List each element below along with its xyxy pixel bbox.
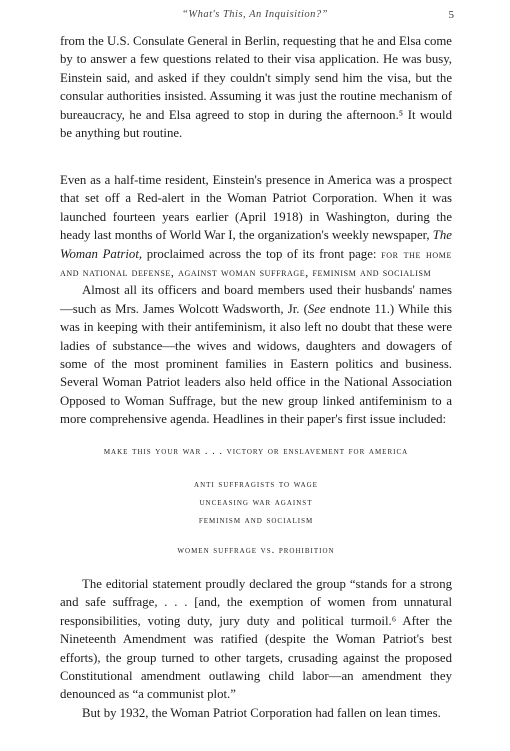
running-head: “What's This, An Inquisition?”	[182, 9, 328, 20]
headline-anti-suffragists	[60, 476, 452, 530]
see-reference: See	[307, 301, 326, 316]
text-span: proclaimed across the top of its front page:	[142, 246, 382, 261]
section-editorial	[60, 575, 452, 722]
text-span: endnote 11.) While this was in keeping with their antifeminism, it also left no doubt that these were ladies of substance—the wives and widows, daughters and dowagers of some of the most prominent families in Eastern politics and business. Several Woman Patriot leaders also held office in the National Association Opposed to Woman Suffrage, but the new group linked antifeminism to a more comprehensive agenda. Headlines in their paper's first issue included:	[60, 301, 452, 427]
paragraph-officers	[60, 281, 452, 428]
section-opening	[60, 32, 452, 142]
headline-line: feminism and socialism	[198, 515, 314, 526]
paragraph-consulate: from the U.S. Consulate General in Berlin, requesting that he and Elsa come by to answer a few questions related to their visa application. He was busy, Einstein said, and asked if they couldn't simply send him the visa, but the consular authorities insisted. Assuming it was just the routine mechanism of bureaucracy, he and Elsa agreed to stop in during the afternoon.⁵ It would be anything but routine.	[60, 34, 452, 141]
headline-make-this-your-war: make this your war . . . victory or enslavement for america	[103, 446, 409, 457]
front-page-slogan: for the home and national defense, against woman suffrage, feminism and socialism	[60, 246, 452, 280]
newspaper-title: The Woman Patriot,	[60, 228, 452, 261]
headline-line: anti suffragists to wage	[194, 479, 318, 490]
text-span: Almost all its officers and board members used their husbands' names—such as Mrs. James Wolcott Wadsworth, Jr. (	[60, 283, 452, 316]
paragraph-editorial-statement: The editorial statement proudly declared the group “stands for a strong and safe suffrage, . . . [and, the exemption of women from unnatural responsibilities, voting duty, jury duty and political turmoil.⁶ After the Nineteenth Amendment was ratified (despite the Woman Patriot's best efforts), the group turned to other targets, crusading against the proposed Constitutional amendment outlawing child labor—an amendment they denounced as “a communist plot.”	[60, 577, 452, 702]
headline-women-suffrage-vs-prohibition: women suffrage vs. prohibition	[177, 545, 335, 556]
page-number: 5	[448, 9, 454, 21]
text-span: Even as a half-time resident, Einstein's presence in America was a prospect that set off a Red-alert in the Woman Patriot Corporation. When it was launched fourteen years earlier (April 1918) in Washington, during the heady last months of World War I, the organization's weekly newspaper,	[60, 173, 452, 243]
paragraph-woman-patriot-intro	[60, 171, 452, 281]
paragraph-lean-times: But by 1932, the Woman Patriot Corporation had fallen on lean times.	[82, 705, 441, 720]
headline-line: unceasing war against	[199, 497, 313, 508]
section-woman-patriot	[60, 171, 452, 429]
